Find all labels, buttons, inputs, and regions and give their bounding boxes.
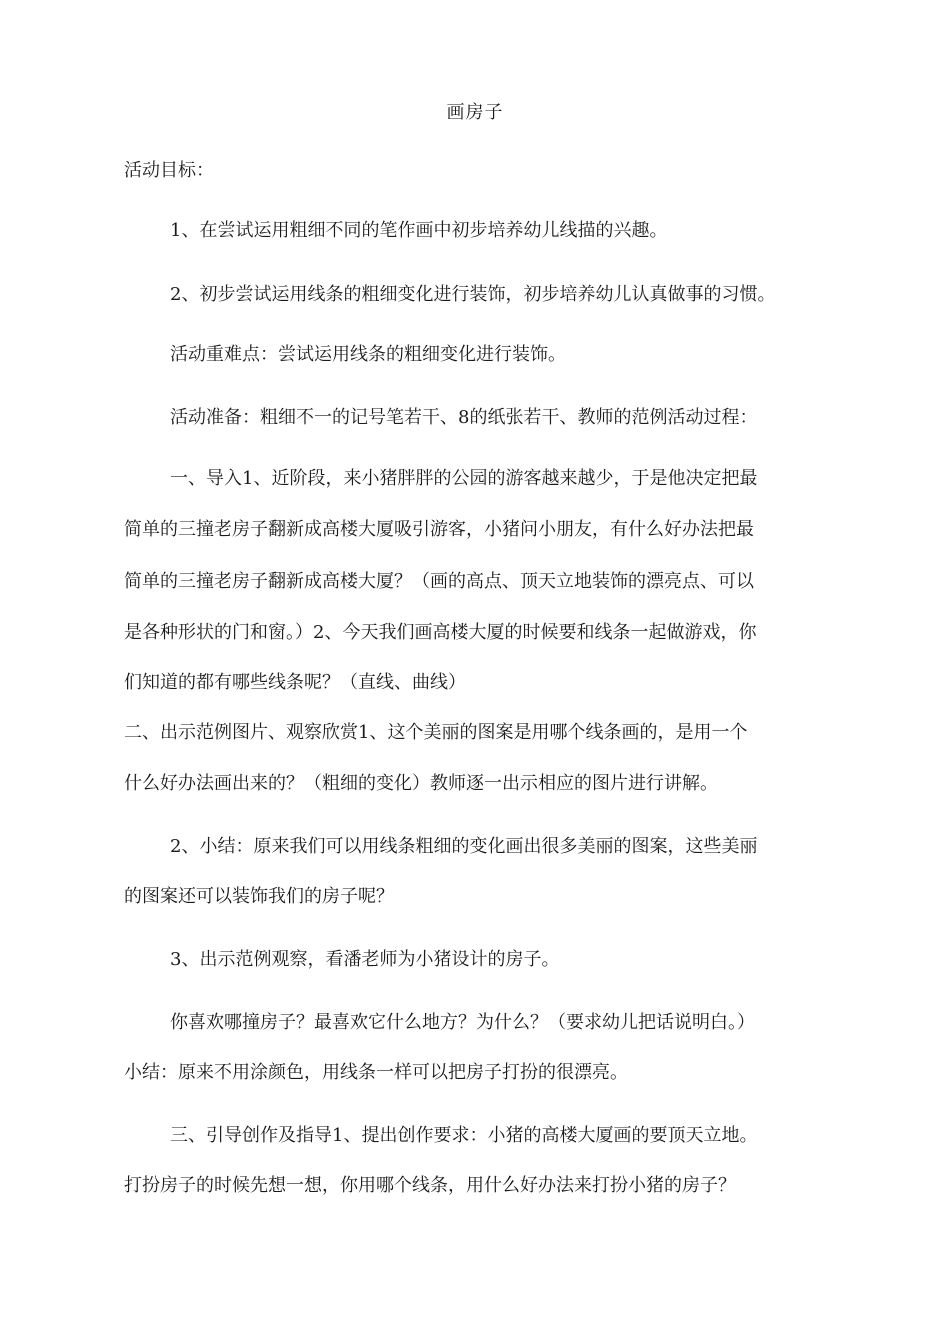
goal-item-2: 2、初步尝试运用线条的粗细变化进行装饰，初步培养幼儿认真做事的习惯。	[170, 284, 776, 305]
paragraph-line: 一、导入1、近阶段，来小猪胖胖的公园的游客越来越少，于是他决定把最	[170, 468, 758, 489]
paragraph-line: 是各种形状的门和窗。）2、今天我们画高楼大厦的时候要和线条一起做游戏，你	[124, 622, 757, 643]
paragraph-line: 三、引导创作及指导1、提出创作要求：小猪的高楼大厦画的要顶天立地。	[170, 1125, 758, 1146]
paragraph-line: 小结：原来不用涂颜色，用线条一样可以把房子打扮的很漂亮。	[124, 1062, 628, 1083]
paragraph-line: 3、出示范例观察，看潘老师为小猪设计的房子。	[170, 949, 560, 970]
document-title: 画房子	[446, 102, 504, 123]
paragraph-line: 二、出示范例图片、观察欣赏1、这个美丽的图案是用哪个线条画的，是用一个	[124, 722, 748, 743]
paragraph-line: 2、小结：原来我们可以用线条粗细的变化画出很多美丽的图案，这些美丽	[170, 836, 758, 857]
paragraph-line: 们知道的都有哪些线条呢？（直线、曲线）	[124, 672, 466, 693]
paragraph-line: 简单的三撞老房子翻新成高楼大厦吸引游客，小猪问小朋友，有什么好办法把最	[124, 519, 754, 540]
paragraph-line: 简单的三撞老房子翻新成高楼大厦？（画的高点、顶天立地装饰的漂亮点、可以	[124, 571, 754, 592]
key-difficulty-line: 活动重难点：尝试运用线条的粗细变化进行装饰。	[170, 344, 566, 365]
paragraph-line: 打扮房子的时候先想一想，你用哪个线条，用什么好办法来打扮小猪的房子？	[124, 1175, 736, 1196]
goal-item-1: 1、在尝试运用粗细不同的笔作画中初步培养幼儿线描的兴趣。	[170, 220, 668, 241]
section-heading-goals: 活动目标：	[124, 160, 214, 181]
paragraph-line: 的图案还可以装饰我们的房子呢？	[124, 886, 394, 907]
paragraph-line: 你喜欢哪撞房子？最喜欢它什么地方？为什么？（要求幼儿把话说明白。）	[170, 1012, 755, 1033]
preparation-line: 活动准备：粗细不一的记号笔若干、8的纸张若干、教师的范例活动过程：	[170, 407, 758, 428]
paragraph-line: 什么好办法画出来的？（粗细的变化）教师逐一出示相应的图片进行讲解。	[124, 773, 718, 794]
